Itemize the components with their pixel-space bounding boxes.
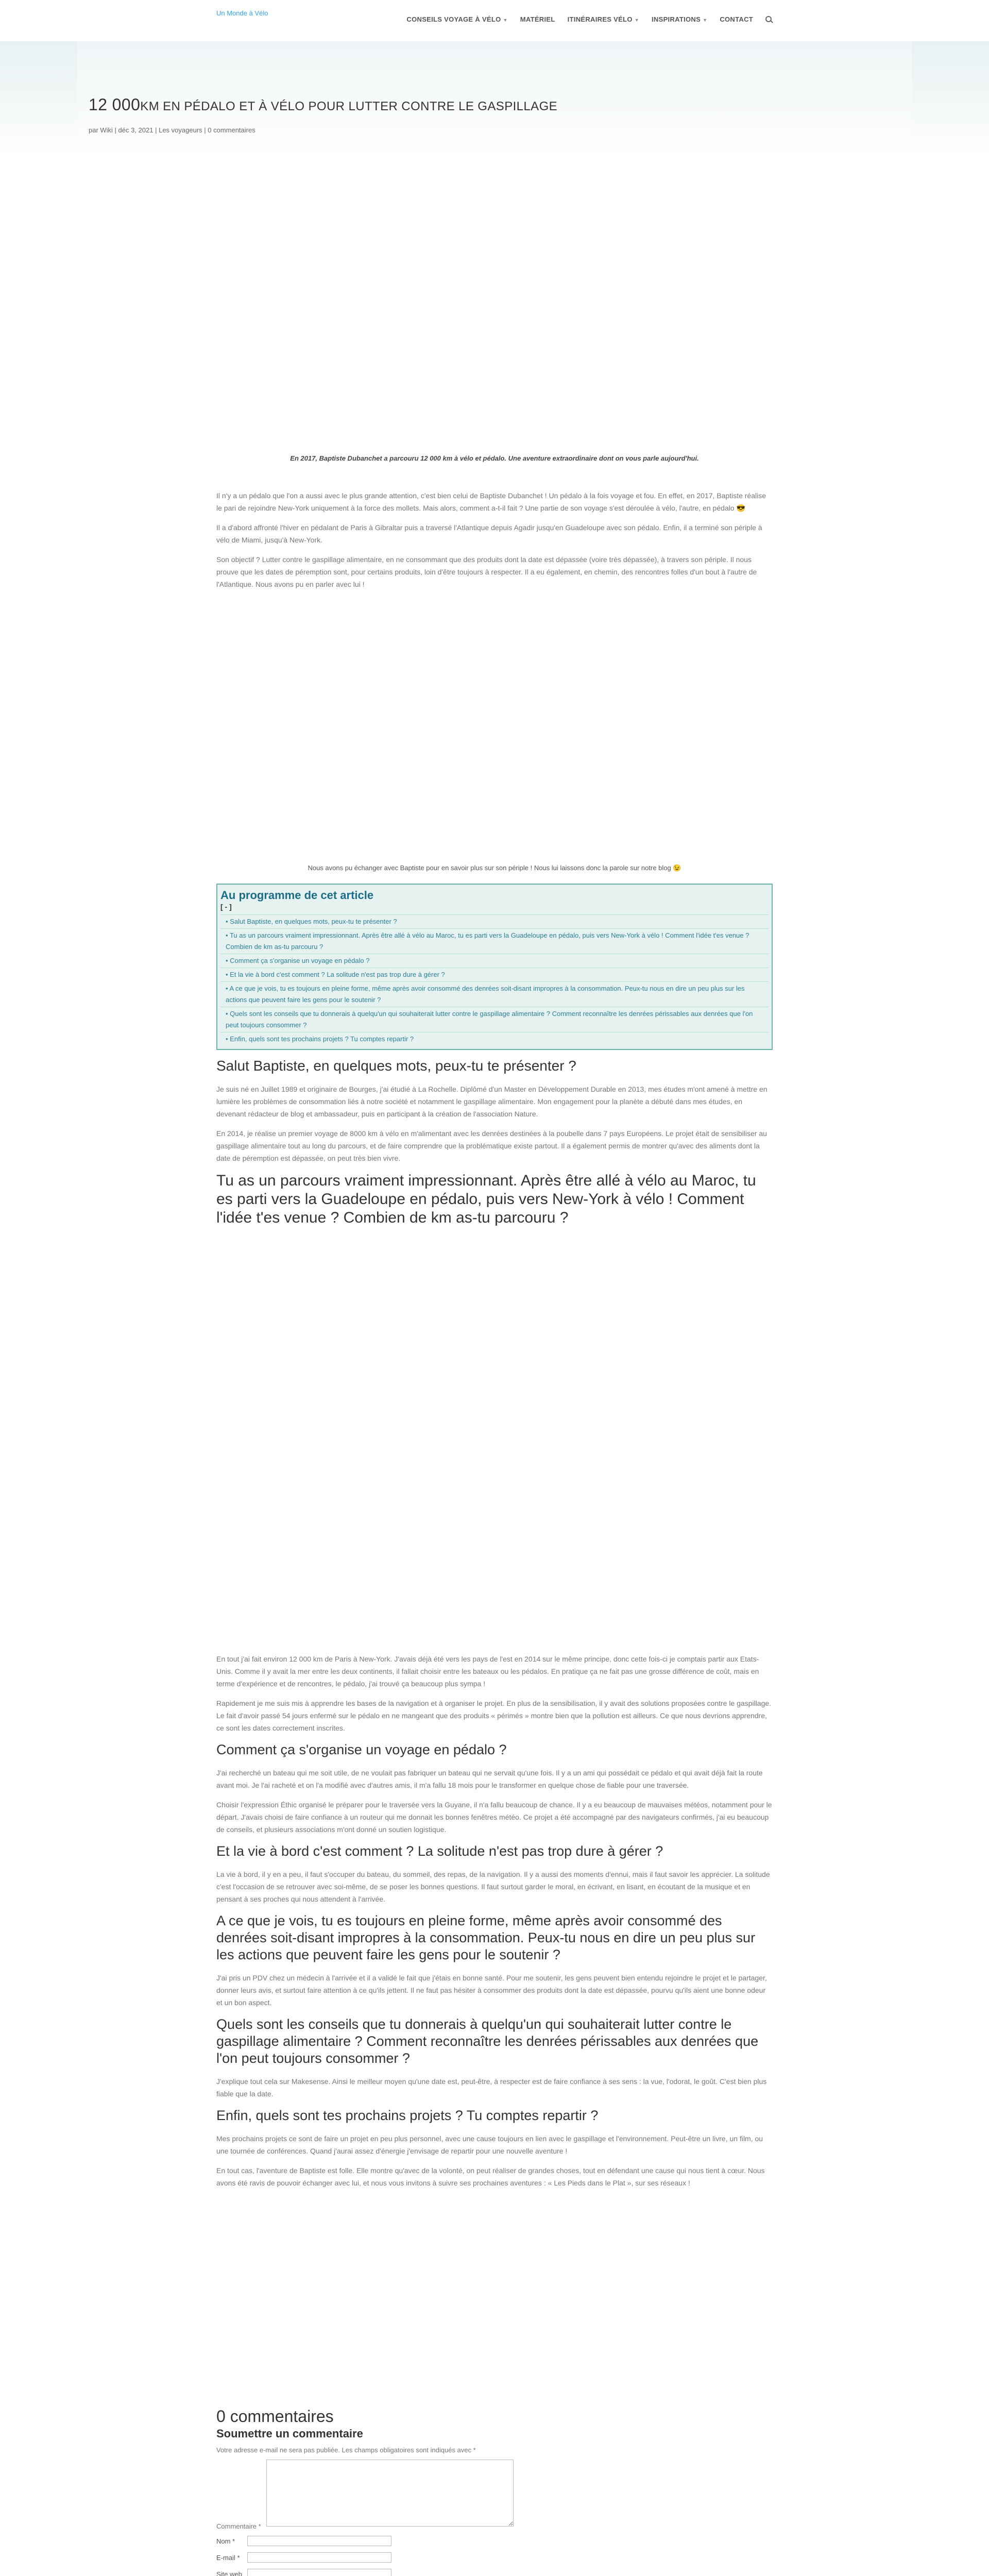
section-paragraph: Mes prochains projets ce sont de faire un projet en peu plus personnel, avec une cause toujours en lien avec le gaspillage et l'environnement. Peut-être un livre, un film, ou une tournée de conférences. Quand j'aurai assez d'énergie j'envisage de repartir pour une nouvelle aventure ! xyxy=(216,2134,763,2155)
section-paragraph: Choisir l'expression Éthic organisé le préparer pour le traversée vers la Guyane, il n'a fallu beaucoup de chance. Il y a eu beaucoup de mauvaises météos, notamment pour le départ. J'avais choisi de faire confiance à un routeur qui me donnait les bonnes fenêtres météo. Ce projet a été accompagné par des navigateurs confirmés, j'ai eu beaucoup de conseils, et plusieurs associations m'ont donné un soutien logistique. xyxy=(216,1801,772,1834)
comments-section xyxy=(216,2406,773,2576)
toc-item[interactable]: • Comment ça s'organise un voyage en pédalo ? xyxy=(220,954,769,968)
toc-toggle-button[interactable]: [ - ] xyxy=(220,903,232,911)
intro-paragraph: Il n'y a un pédalo que l'on a aussi avec le plus grande attention, c'est bien celui de Baptiste Dubanchet ! Un pédalo à la fois voyage et fou. En effet, en 2017, Baptiste réalise le pari de rejoindre New-York uniquement à la force des mollets. Mais alors, comment a-t-il fait ? Une partie de son voyage s'est déroulée à vélo, l'autre, en pédalo 😎 xyxy=(216,492,766,512)
article-body xyxy=(216,155,773,2196)
toc-item[interactable]: • Enfin, quels sont tes prochains projets ? Tu comptes repartir ? xyxy=(220,1032,769,1046)
section-heading: Enfin, quels sont tes prochains projets ? Tu comptes repartir ? xyxy=(216,2108,599,2123)
name-input[interactable] xyxy=(247,2536,391,2546)
section-paragraph: J'ai recherché un bateau qui me soit utile, de ne voulait pas fabriquer un bateau qui ne servait qu'une fois. Il y a un ami qui possédait ce pédalo et qui avait déjà fait la route avant moi. Je l'ai racheté et on l'a modifié avec d'autres amis, il m'a fallu 18 mois pour le transformer en quelque chose de fiable pour une traversée. xyxy=(216,1769,763,1789)
route-image-area xyxy=(216,1235,773,1653)
chat-image-area xyxy=(216,598,773,863)
name-label: Nom * xyxy=(216,2537,235,2545)
comment-label: Commentaire * xyxy=(216,2522,261,2530)
hero-image-area xyxy=(216,155,773,453)
email-row xyxy=(216,2552,773,2563)
logo-text: Un Monde à Vélo xyxy=(216,9,268,17)
chevron-down-icon: ▼ xyxy=(503,18,508,23)
chat-caption: Nous avons pu échanger avec Baptiste pour en savoir plus sur son périple ! Nous lui laissons donc la parole sur notre blog 😉 xyxy=(308,864,681,872)
site-label: Site web xyxy=(216,2570,242,2576)
nav-inspirations[interactable]: INSPIRATIONS ▼ xyxy=(652,15,708,23)
section-heading: Quels sont les conseils que tu donnerais à quelqu'un qui souhaiterait lutter contre le gaspillage alimentaire ? Comment reconnaître les denrées périssables aux denrées que l'on peut toujours consommer ? xyxy=(216,2016,759,2066)
nav-conseils[interactable]: CONSEILS VOYAGE À VÉLO ▼ xyxy=(406,15,508,23)
site-logo[interactable] xyxy=(216,9,273,18)
nav-itineraires[interactable]: ITINÉRAIRES VÉLO ▼ xyxy=(567,15,639,23)
chevron-down-icon: ▼ xyxy=(703,18,708,23)
name-row xyxy=(216,2536,773,2546)
intro-caption: En 2017, Baptiste Dubanchet a parcouru 12 000 km à vélo et pédalo. Une aventure extraordinaire dont on vous parle aujourd'hui. xyxy=(290,454,699,462)
email-input[interactable] xyxy=(247,2552,391,2563)
main-navigation xyxy=(406,15,773,23)
email-label: E-mail * xyxy=(216,2553,240,2562)
intro-paragraph: Son objectif ? Lutter contre le gaspillage alimentaire, en ne consommant que des produits dont la date est dépassée (voire très dépassée), à travers son périple. Il nous prouve que les dates de péremption sont, pour certains produits, loin d'être toujours à respecter. Il a eu également, en chemin, des rencontres folles d'un bout à l'autre de l'Atlantique. Nous avons pu en parler avec lui ! xyxy=(216,555,757,588)
section-paragraph: En 2014, je réalise un premier voyage de 8000 km à vélo en m'alimentant avec les denrées destinées à la poubelle dans 7 pays Européens. Le projet était de sensibiliser au gaspillage alimentaire tout au long du parcours, et de faire comprendre que la problématique existe partout. Il a également permis de montrer qu'avec des aliments dont la date de péremption est dépassée, on peut très bien vivre. xyxy=(216,1129,767,1162)
section-heading: A ce que je vois, tu es toujours en pleine forme, même après avoir consommé des denrées soit-disant impropres à la consommation. Peux-tu nous en dire un peu plus sur les actions que peuvent faire les gens pour le soutenir ? xyxy=(216,1913,756,1962)
chevron-down-icon: ▼ xyxy=(634,18,639,23)
section-paragraph: Je suis né en Juillet 1989 et originaire de Bourges, j'ai étudié à La Rochelle. Diplômé d'un Master en Développement Durable en 2013, mes études m'ont amené à mettre en lumière les problèmes de consommation liés à notre société et notamment le gaspillage alimentaire. Mon engagement pour la planète a débuté dans mes études, en devenant rédacteur de blog et ambassadeur, puis en participant à la création de l'association Nature. xyxy=(216,1085,768,1118)
comment-textarea[interactable] xyxy=(266,2460,514,2527)
intro-paragraph: Il a d'abord affronté l'hiver en pédalant de Paris à Gibraltar puis a traversé l'Atlantique depuis Agadir jusqu'en Guadeloupe avec son pédalo. Enfin, il a terminé son périple à vélo de Miami, jusqu'à New-York. xyxy=(216,523,762,544)
section-paragraph: La vie à bord, il y en a peu, il faut s'occuper du bateau, du sommeil, des repas, de la navigation. Il y a aussi des moments d'ennui, mais il faut savoir les apprécier. La solitude c'est l'occasion de se retrouver avec soi-même, de se poser les bonnes questions. Il faut surtout garder le moral, en écrivant, en lisant, en écoutant de la musique et en pensant à ses proches qui nous attendent à l'arrivée. xyxy=(216,1870,770,1903)
site-row xyxy=(216,2569,773,2576)
post-meta: par Wiki | déc 3, 2021 | Les voyageurs | 0 commentaires xyxy=(89,126,255,134)
toc-item[interactable]: • Tu as un parcours vraiment impressionnant. Après être allé à vélo au Maroc, tu es parti vers la Guadeloupe en pédalo, puis vers New-York à vélo ! Comment l'idée t'es venue ? Combien de km as-tu parcouru ? xyxy=(220,928,769,954)
form-note: Votre adresse e-mail ne sera pas publiée. Les champs obligatoires sont indiqués avec * xyxy=(216,2446,476,2454)
reply-title: Soumettre un commentaire xyxy=(216,2427,363,2440)
nav-materiel[interactable]: MATÉRIEL xyxy=(520,15,555,23)
section-heading: Comment ça s'organise un voyage en pédalo ? xyxy=(216,1742,507,1757)
section-paragraph: J'explique tout cela sur Makesense. Ainsi le meilleur moyen qu'une date est, peut-être, à respecter est de faire confiance à ses sens : la vue, l'odorat, le goût. C'est bien plus fiable que la date. xyxy=(216,2077,767,2098)
section-heading: Salut Baptiste, en quelques mots, peux-tu te présenter ? xyxy=(216,1058,576,1074)
site-header xyxy=(0,0,989,41)
section-paragraph: Rapidement je me suis mis à apprendre les bases de la navigation et à organiser le projet. En plus de la sensibilisation, il y avait des solutions proposées contre le gaspillage. Le fait d'avoir passé 54 jours enfermé sur le pédalo en ne mangeant que des produits « périmés » montre bien que la pollution est ailleurs. Ce que nous devrions apprendre, ce sont les dates correctement inscrites. xyxy=(216,1699,772,1732)
website-input[interactable] xyxy=(247,2569,391,2576)
nav-contact[interactable]: CONTACT xyxy=(720,15,753,23)
toc-item[interactable]: • Salut Baptiste, en quelques mots, peux-tu te présenter ? xyxy=(220,914,769,928)
comments-count-title: 0 commentaires xyxy=(216,2407,334,2426)
table-of-contents xyxy=(216,884,773,1050)
page-title: 12 000KM EN PÉDALO ET À VÉLO POUR LUTTER CONTRE LE GASPILLAGE xyxy=(89,95,558,114)
toc-item[interactable]: • A ce que je vois, tu es toujours en pleine forme, même après avoir consommé des denrées soit-disant impropres à la consommation. Peux-tu nous en dire un peu plus sur les actions que peuvent faire les gens pour le soutenir ? xyxy=(220,981,769,1007)
section-paragraph: J'ai pris un PDV chez un médecin à l'arrivée et il a validé le fait que j'étais en bonne santé. Pour me soutenir, les gens peuvent bien entendu rejoindre le projet et le partager, donner leurs avis, et surtout faire attention à ce qu'ils jettent. Il ne faut pas hésiter à consommer des produits dont la date est dépassée, pourvu qu'ils aient une bonne odeur et un bon aspect. xyxy=(216,1974,767,2007)
section-paragraph: En tout j'ai fait environ 12 000 km de Paris à New-York. J'avais déjà été vers les pays de l'est en 2014 sur le même principe, donc cette fois-ci je comptais partir aux Etats-Unis. Comme il y avait la mer entre les deux continents, il fallait choisir entre les bateaux ou les pédalos. En pratique ça ne fait pas une grosse différence de coût, mais en terme d'expérience et de rencontres, le pédalo, j'ai trouvé ça beaucoup plus sympa ! xyxy=(216,1655,759,1688)
section-heading: Et la vie à bord c'est comment ? La solitude n'est pas trop dure à gérer ? xyxy=(216,1843,663,1859)
search-icon[interactable] xyxy=(765,16,773,23)
toc-item[interactable]: • Quels sont les conseils que tu donnerais à quelqu'un qui souhaiterait lutter contre le gaspillage alimentaire ? Comment reconnaître les denrées périssables aux denrées que l'on peut toujours consommer ? xyxy=(220,1007,769,1032)
section-paragraph: En tout cas, l'aventure de Baptiste est folle. Elle montre qu'avec de la volonté, on peut réaliser de grandes choses, tout en défendant une cause qui nous tient à cœur. Nous avons été ravis de pouvoir échanger avec lui, et nous vous invitons à suivre ses prochaines aventures : « Les Pieds dans le Plat », sur ses réseaux ! xyxy=(216,2166,765,2187)
toc-title: Au programme de cet article xyxy=(220,889,374,902)
toc-item[interactable]: • Et la vie à bord c'est comment ? La solitude n'est pas trop dure à gérer ? xyxy=(220,968,769,981)
section-heading: Tu as un parcours vraiment impressionnant. Après être allé à vélo au Maroc, tu es parti vers la Guadeloupe en pédalo, puis vers New-York à vélo ! Comment l'idée t'es venue ? Combien de km as-tu parcouru ? xyxy=(216,1172,756,1226)
